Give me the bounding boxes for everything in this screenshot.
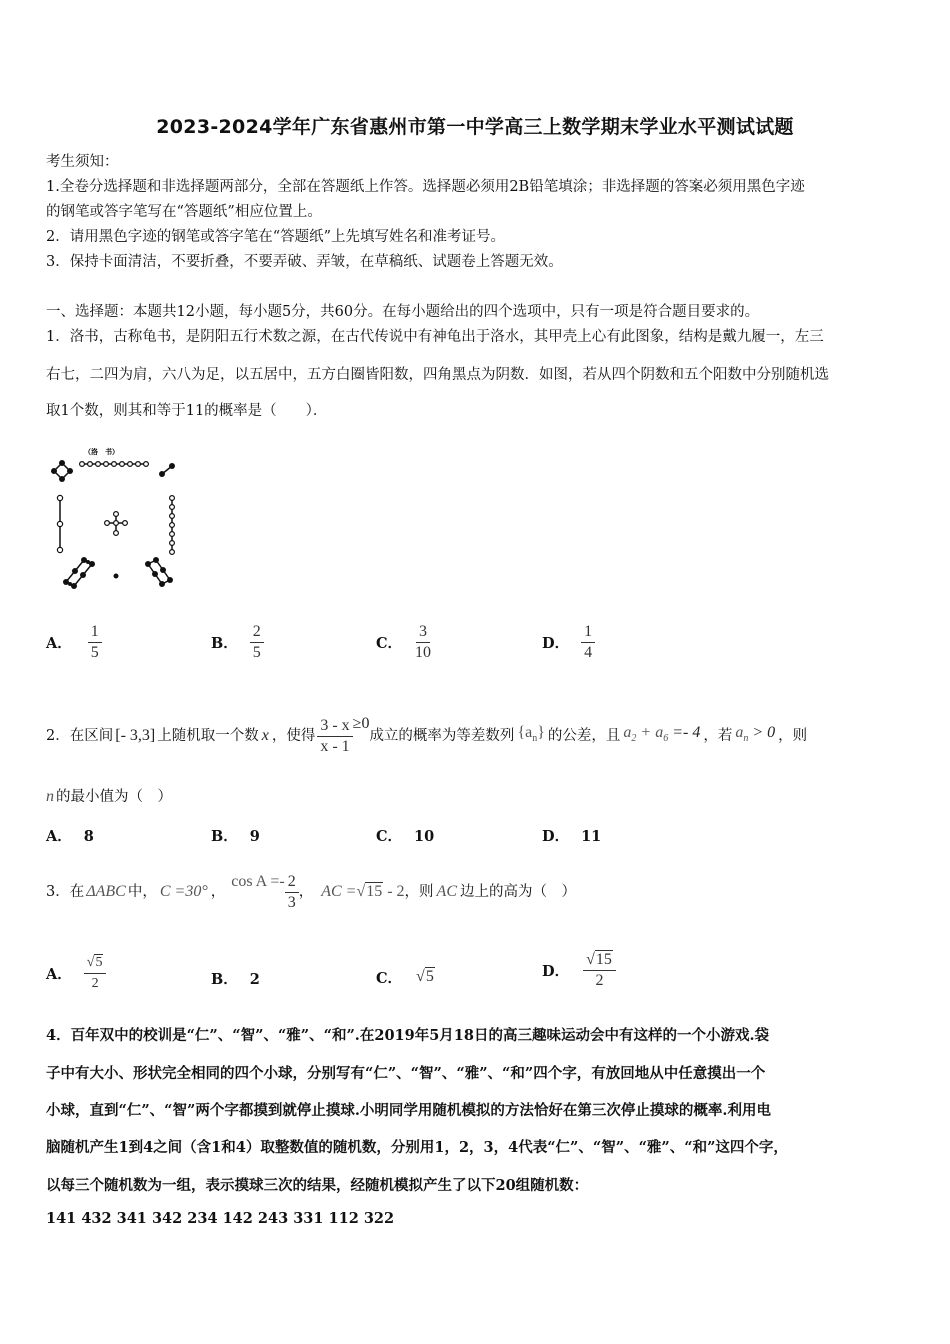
q3-option-c-sqrt: 5: [425, 968, 434, 985]
q2-cond-eq: =- 4: [668, 723, 701, 741]
q3-option-c-value: √5: [416, 968, 434, 985]
q3-option-c: [376, 960, 435, 994]
page-title: 2023-2024学年广东省惠州市第一中学高三上数学期末学业水平测试试题: [156, 116, 794, 138]
q3-text-1: 3．在: [46, 884, 85, 900]
q1-option-b-den: 5: [252, 643, 261, 661]
q2-var-x: x: [261, 727, 269, 744]
q2-ge: ≥0: [352, 715, 370, 732]
q1-option-b-label: B．: [211, 634, 238, 652]
q3-line: [46, 856, 576, 928]
q3-text-3: ，: [210, 884, 226, 900]
q2-option-d: [542, 825, 601, 846]
q3-option-d-label: D．: [542, 962, 570, 980]
q1-option-b-num: 2: [250, 622, 264, 643]
q3-triangle: ΔABC: [86, 883, 126, 900]
q3-text-2: 中，: [127, 884, 157, 900]
q2-text-7: ，则: [778, 728, 808, 744]
q2-option-d-label: D．: [542, 828, 570, 845]
q1-option-d-fraction: [581, 622, 595, 663]
section-heading: 一、选择题：本题共12小题，每小题5分，共60分。在每小题给出的四个选项中，只有一项是符合题目要求的。: [46, 304, 760, 320]
q2-condition: [623, 724, 700, 748]
q2-option-b-label: B．: [211, 828, 238, 845]
q2-option-a-text: 8: [83, 828, 94, 845]
notice-heading: 考生须知：: [46, 154, 119, 170]
q3-option-d-den: 2: [595, 971, 604, 989]
q2-an-positive: [735, 724, 775, 748]
q2-text-4: 成立的概率为等差数列: [369, 728, 515, 744]
q2-text-6: ，若: [703, 728, 733, 744]
q3-cos-fraction: [285, 872, 299, 913]
q2-option-a: [46, 825, 94, 846]
q1-option-c-fraction: [412, 622, 434, 663]
q2-option-d-text: 11: [581, 828, 602, 845]
q1-option-c-num: 3: [416, 622, 430, 643]
q1-option-a: [46, 618, 102, 666]
q3-ac-2: AC: [436, 883, 457, 900]
q3-cos-num: 2: [285, 872, 299, 893]
q2-line-1: [46, 700, 807, 772]
q2-interval: [- 3,3]: [115, 727, 156, 744]
q1-option-c: [376, 618, 434, 666]
q3-option-a-fraction: $\frac{√5}{2}$: [84, 953, 107, 994]
q2-cond-plus: + a: [636, 723, 664, 741]
q2-an-gt: > 0: [748, 723, 776, 741]
q2-frac-num: 3 - x: [317, 716, 352, 737]
q2-text-3: ，使得: [271, 728, 316, 744]
q3-ac-sqrt: 15: [366, 883, 383, 900]
notice-item-1a: 1.全卷分选择题和非选择题两部分，全部在答题纸上作答。选择题必须用2B铅笔填涂；非选择题的答案必须用黑色字迹: [46, 179, 805, 195]
q2-text-1: 2．在区间: [46, 728, 114, 744]
q3-angle-c: C =30°: [159, 883, 208, 900]
q4-line-2: 子中有大小、形状完全相同的四个小球，分别写有“仁”、“智”、“雅”、“和”四个字，有放回地从中任意摸出一个: [46, 1065, 766, 1082]
q4-line-3: 小球，直到“仁”、“智”两个字都摸到就停止摸球.小明同学用随机模拟的方法恰好在第三次停止摸球的概率.利用电: [46, 1102, 771, 1119]
q3-option-c-label: C．: [376, 969, 403, 987]
q1-option-d-den: 4: [584, 643, 593, 661]
luoshu-caption: （洛 书）: [84, 448, 119, 456]
q3-cos: cos A =-: [231, 873, 285, 890]
q2-option-c: [376, 825, 434, 846]
q3-option-d-sqrt: 15: [595, 950, 612, 968]
q1-option-d-label: D．: [542, 634, 570, 652]
q1-option-b: [211, 618, 264, 666]
q2-seq-sub: n: [532, 733, 538, 745]
q3-option-a-sqrt: 5: [95, 954, 103, 970]
q3-cos-den: 3: [287, 893, 296, 911]
q1-line-1: 1．洛书，古称龟书，是阴阳五行术数之源，在古代传说中有神龟出于洛水，其甲壳上心有此图象，结构是戴九履一，左三: [46, 329, 824, 345]
q2-text-8: 的最小值为（ ）: [56, 789, 172, 805]
q3-ac: AC =: [321, 883, 357, 900]
q2-option-c-label: C．: [376, 828, 403, 845]
q1-option-a-num: 1: [88, 622, 102, 643]
q3-option-b-text: 2: [249, 971, 260, 988]
q3-text-6: 边上的高为（ ）: [460, 884, 576, 900]
q2-cond-sub2: 2: [631, 733, 637, 745]
q4-line-4: 脑随机产生1到4之间（含1和4）取整数值的随机数，分别用1，2，3，4代表“仁”、“智”、“雅”、“和”这四个字，: [46, 1139, 788, 1156]
q2-an-sub: n: [743, 733, 749, 745]
q2-cond-sub6: 6: [663, 733, 669, 745]
q4-line-1: 4．百年双中的校训是“仁”、“智”、“雅”、“和”.在2019年5月18日的高三趣味运动会中有这样的一个小游戏.袋: [46, 1027, 770, 1044]
q2-frac-den: x - 1: [320, 737, 350, 755]
q1-option-a-label: A．: [46, 634, 72, 652]
q3-option-b: [211, 968, 260, 989]
q2-cond-a2: a: [623, 723, 632, 741]
q4-line-5: 以每三个随机数为一组，表示摸球三次的结果，经随机模拟产生了以下20组随机数：: [46, 1177, 589, 1194]
q1-line-2: 右七，二四为肩，六八为足，以五居中，五方白圈皆阳数，四角黑点为阴数．如图，若从四个阴数和五个阳数中分别随机选: [46, 367, 829, 383]
q1-option-a-den: 5: [90, 643, 99, 661]
q2-line-2: [46, 788, 172, 806]
q3-option-a-den: 2: [91, 975, 99, 991]
q2-text-5: 的公差，且: [547, 728, 621, 744]
q2-option-a-label: A．: [46, 828, 72, 845]
q1-option-d: [542, 618, 595, 666]
q4-random-numbers: 141 432 341 342 234 142 243 331 112 322: [46, 1210, 395, 1227]
notice-item-1b: 的钢笔或答字笔写在“答题纸”相应位置上。: [46, 204, 322, 220]
q2-option-b-text: 9: [249, 828, 260, 845]
q2-an: a: [735, 723, 744, 741]
q3-option-b-label: B．: [211, 971, 238, 988]
luoshu-figure: [46, 440, 186, 592]
q3-option-a: [46, 946, 106, 1000]
q1-option-c-den: 10: [415, 643, 432, 661]
q3-ac-tail: - 2: [383, 883, 405, 900]
q3-option-d-fraction: $\frac{√15}{2}$: [583, 950, 616, 991]
q3-ac-value: √15 - 2: [356, 883, 405, 900]
notice-item-2: 2．请用黑色字迹的钢笔或答字笔在“答题纸”上先填写姓名和准考证号。: [46, 229, 506, 245]
q2-option-b: [211, 825, 260, 846]
q2-seq-end: }: [537, 723, 545, 741]
q2-inequality-fraction: [317, 716, 352, 757]
q3-option-d: [542, 940, 616, 1000]
q1-option-a-fraction: [88, 622, 102, 663]
q1-line-3: 取1个数，则其和等于11的概率是（ ）．: [46, 403, 328, 419]
q1-option-b-fraction: [250, 622, 264, 663]
q1-option-d-num: 1: [581, 622, 595, 643]
q3-option-a-label: A．: [46, 965, 72, 983]
q2-sequence: [517, 724, 544, 748]
q1-option-c-label: C．: [376, 634, 403, 652]
q3-text-5: ，则: [404, 884, 434, 900]
q2-option-c-text: 10: [414, 828, 435, 845]
notice-item-3: 3．保持卡面清洁，不要折叠，不要弄破、弄皱，在草稿纸、试题卷上答题无效。: [46, 254, 563, 270]
q2-text-2: 上随机取一个数: [157, 728, 259, 744]
q2-seq-a: {a: [517, 723, 533, 741]
q3-text-4: ，: [298, 884, 314, 900]
q2-var-n: n: [46, 788, 54, 805]
